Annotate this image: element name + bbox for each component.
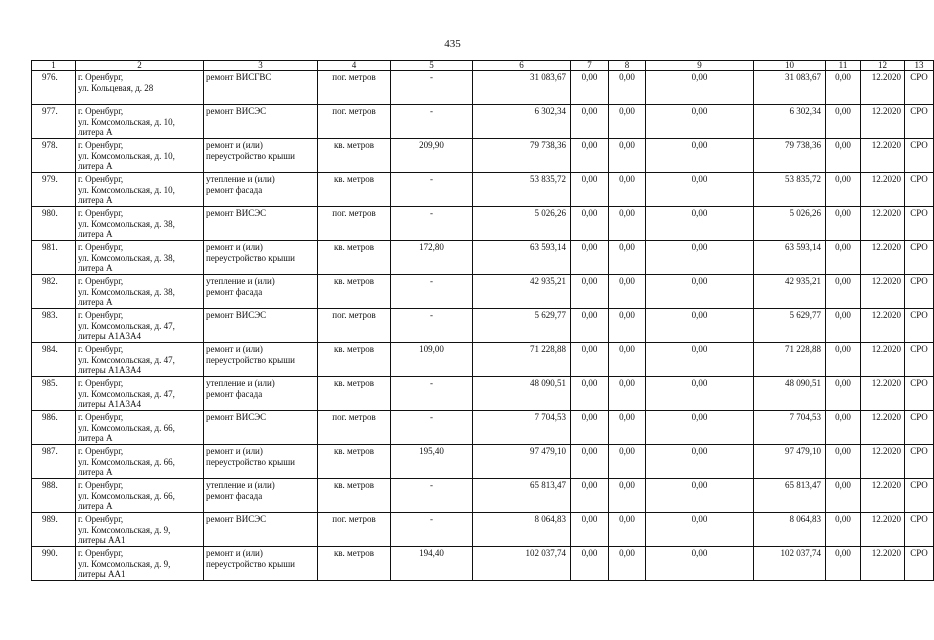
address-cell-line: г. Оренбург, [78, 174, 124, 184]
address-cell-line: литера А [78, 263, 113, 273]
address-cell-line: г. Оренбург, [78, 514, 124, 524]
table-row [32, 547, 934, 581]
volume-cell: - [391, 275, 473, 309]
col9-cell: 0,00 [646, 377, 754, 411]
table-row [32, 445, 934, 479]
col8-cell: 0,00 [609, 411, 646, 445]
col11-cell: 0,00 [826, 411, 861, 445]
col9-cell: 0,00 [646, 275, 754, 309]
total-cost-cell: 42 935,21 [473, 275, 571, 309]
work-type-cell-line: ремонт ВИСЭС [206, 310, 267, 320]
col8-cell: 0,00 [609, 275, 646, 309]
address-cell [76, 173, 204, 207]
unit-cell: кв. метров [318, 173, 391, 207]
column-number-9: 9 [646, 61, 754, 71]
col11-cell: 0,00 [826, 309, 861, 343]
address-cell-line: г. Оренбург, [78, 276, 124, 286]
table-row [32, 309, 934, 343]
address-cell-line: литера А [78, 127, 113, 137]
column-number-1: 1 [32, 61, 76, 71]
col7-cell: 0,00 [571, 275, 609, 309]
address-cell-line: ул. Комсомольская, д. 38, [78, 286, 175, 297]
source-cell: СРО [905, 105, 934, 139]
col9-cell: 0,00 [646, 411, 754, 445]
deadline-cell: 12.2020 [861, 105, 905, 139]
col9-cell: 0,00 [646, 547, 754, 581]
row-number: 989. [32, 513, 76, 547]
deadline-cell: 12.2020 [861, 479, 905, 513]
col7-cell: 0,00 [571, 71, 609, 105]
column-number-4: 4 [318, 61, 391, 71]
row-number: 980. [32, 207, 76, 241]
address-cell [76, 479, 204, 513]
work-type-cell [204, 445, 318, 479]
col8-cell: 0,00 [609, 445, 646, 479]
address-cell-line: ул. Комсомольская, д. 9, [78, 558, 171, 569]
deadline-cell: 12.2020 [861, 207, 905, 241]
source-cell: СРО [905, 343, 934, 377]
address-cell-line: ул. Комсомольская, д. 9, [78, 524, 171, 535]
col8-cell: 0,00 [609, 343, 646, 377]
source-cell: СРО [905, 377, 934, 411]
address-cell [76, 513, 204, 547]
col8-cell: 0,00 [609, 547, 646, 581]
col8-cell: 0,00 [609, 207, 646, 241]
work-type-cell-line: утепление и (или) [206, 378, 275, 388]
total-cost-cell: 5 629,77 [473, 309, 571, 343]
address-cell-line: литера А [78, 161, 113, 171]
col9-cell: 0,00 [646, 71, 754, 105]
address-cell-line: ул. Комсомольская, д. 66, [78, 490, 175, 501]
unit-cell: пог. метров [318, 309, 391, 343]
table-row [32, 173, 934, 207]
table-row [32, 377, 934, 411]
column-number-5: 5 [391, 61, 473, 71]
col7-cell: 0,00 [571, 411, 609, 445]
work-type-cell-line: ремонт фасада [206, 388, 263, 399]
col7-cell: 0,00 [571, 309, 609, 343]
volume-cell: - [391, 513, 473, 547]
col11-cell: 0,00 [826, 377, 861, 411]
row-number: 979. [32, 173, 76, 207]
source-cell: СРО [905, 173, 934, 207]
col7-cell: 0,00 [571, 139, 609, 173]
row-number: 981. [32, 241, 76, 275]
col10-cell: 5 026,26 [754, 207, 826, 241]
row-number: 985. [32, 377, 76, 411]
total-cost-cell: 65 813,47 [473, 479, 571, 513]
col8-cell: 0,00 [609, 139, 646, 173]
volume-cell: - [391, 105, 473, 139]
work-type-cell [204, 173, 318, 207]
unit-cell: кв. метров [318, 343, 391, 377]
work-type-cell-line: ремонт ВИСГВС [206, 72, 272, 82]
address-cell-line: литеры АА1 [78, 535, 126, 545]
total-cost-cell: 102 037,74 [473, 547, 571, 581]
work-type-cell-line: утепление и (или) [206, 174, 275, 184]
source-cell: СРО [905, 71, 934, 105]
col8-cell: 0,00 [609, 377, 646, 411]
address-cell-line: литера А [78, 229, 113, 239]
row-number: 978. [32, 139, 76, 173]
col11-cell: 0,00 [826, 139, 861, 173]
work-type-cell [204, 139, 318, 173]
unit-cell: кв. метров [318, 547, 391, 581]
col8-cell: 0,00 [609, 309, 646, 343]
register-table [31, 60, 934, 581]
work-type-cell [204, 547, 318, 581]
work-type-cell [204, 207, 318, 241]
address-cell-line: г. Оренбург, [78, 242, 124, 252]
deadline-cell: 12.2020 [861, 445, 905, 479]
col10-cell: 7 704,53 [754, 411, 826, 445]
work-type-cell-line: утепление и (или) [206, 276, 275, 286]
deadline-cell: 12.2020 [861, 377, 905, 411]
col9-cell: 0,00 [646, 207, 754, 241]
address-cell-line: ул. Комсомольская, д. 38, [78, 218, 175, 229]
address-cell-line: литера А [78, 501, 113, 511]
work-type-cell-line: ремонт ВИСЭС [206, 412, 267, 422]
work-type-cell-line: ремонт фасада [206, 184, 263, 195]
col8-cell: 0,00 [609, 241, 646, 275]
col9-cell: 0,00 [646, 479, 754, 513]
work-type-cell [204, 377, 318, 411]
address-cell-line: ул. Кольцевая, д. 28 [78, 82, 154, 93]
row-number: 983. [32, 309, 76, 343]
work-type-cell [204, 411, 318, 445]
col8-cell: 0,00 [609, 105, 646, 139]
work-type-cell-line: переустройство крыши [206, 456, 295, 467]
address-cell-line: г. Оренбург, [78, 446, 124, 456]
address-cell-line: литера А [78, 195, 113, 205]
address-cell [76, 275, 204, 309]
total-cost-cell: 97 479,10 [473, 445, 571, 479]
col7-cell: 0,00 [571, 377, 609, 411]
unit-cell: кв. метров [318, 275, 391, 309]
row-number: 977. [32, 105, 76, 139]
work-type-cell [204, 71, 318, 105]
col10-cell: 79 738,36 [754, 139, 826, 173]
work-type-cell-line: ремонт фасада [206, 286, 263, 297]
volume-cell: - [391, 71, 473, 105]
address-cell [76, 105, 204, 139]
row-number: 987. [32, 445, 76, 479]
col10-cell: 97 479,10 [754, 445, 826, 479]
col10-cell: 53 835,72 [754, 173, 826, 207]
row-number: 988. [32, 479, 76, 513]
address-cell-line: ул. Комсомольская, д. 66, [78, 456, 175, 467]
address-cell-line: г. Оренбург, [78, 72, 124, 82]
page-number: 435 [444, 38, 461, 50]
column-number-12: 12 [861, 61, 905, 71]
table-row [32, 241, 934, 275]
unit-cell: пог. метров [318, 207, 391, 241]
row-number: 984. [32, 343, 76, 377]
deadline-cell: 12.2020 [861, 513, 905, 547]
volume-cell: - [391, 377, 473, 411]
work-type-cell [204, 275, 318, 309]
address-cell-line: литеры А1А3А4 [78, 365, 142, 375]
address-cell [76, 343, 204, 377]
address-cell-line: г. Оренбург, [78, 412, 124, 422]
col10-cell: 48 090,51 [754, 377, 826, 411]
work-type-cell-line: переустройство крыши [206, 150, 295, 161]
col10-cell: 71 228,88 [754, 343, 826, 377]
col11-cell: 0,00 [826, 479, 861, 513]
deadline-cell: 12.2020 [861, 71, 905, 105]
work-type-cell [204, 309, 318, 343]
address-cell [76, 377, 204, 411]
table-row [32, 479, 934, 513]
column-number-8: 8 [609, 61, 646, 71]
unit-cell: пог. метров [318, 71, 391, 105]
volume-cell: 195,40 [391, 445, 473, 479]
col7-cell: 0,00 [571, 479, 609, 513]
total-cost-cell: 63 593,14 [473, 241, 571, 275]
work-type-cell-line: переустройство крыши [206, 354, 295, 365]
col7-cell: 0,00 [571, 513, 609, 547]
address-cell-line: г. Оренбург, [78, 106, 124, 116]
deadline-cell: 12.2020 [861, 139, 905, 173]
address-cell [76, 445, 204, 479]
col11-cell: 0,00 [826, 343, 861, 377]
source-cell: СРО [905, 445, 934, 479]
work-type-cell [204, 105, 318, 139]
col11-cell: 0,00 [826, 173, 861, 207]
unit-cell: пог. метров [318, 513, 391, 547]
col10-cell: 31 083,67 [754, 71, 826, 105]
column-number-11: 11 [826, 61, 861, 71]
volume-cell: 209,90 [391, 139, 473, 173]
address-cell [76, 71, 204, 105]
address-cell [76, 207, 204, 241]
work-type-cell-line: ремонт и (или) [206, 344, 263, 354]
address-cell [76, 139, 204, 173]
work-type-cell-line: ремонт фасада [206, 490, 263, 501]
unit-cell: кв. метров [318, 377, 391, 411]
volume-cell: 109,00 [391, 343, 473, 377]
address-cell-line: г. Оренбург, [78, 344, 124, 354]
col11-cell: 0,00 [826, 513, 861, 547]
col8-cell: 0,00 [609, 513, 646, 547]
total-cost-cell: 5 026,26 [473, 207, 571, 241]
col9-cell: 0,00 [646, 173, 754, 207]
work-type-cell-line: ремонт ВИСЭС [206, 208, 267, 218]
address-cell-line: ул. Комсомольская, д. 10, [78, 150, 175, 161]
col11-cell: 0,00 [826, 71, 861, 105]
source-cell: СРО [905, 309, 934, 343]
col9-cell: 0,00 [646, 513, 754, 547]
table-row [32, 207, 934, 241]
work-type-cell [204, 513, 318, 547]
col9-cell: 0,00 [646, 343, 754, 377]
col8-cell: 0,00 [609, 173, 646, 207]
work-type-cell-line: ремонт и (или) [206, 446, 263, 456]
column-number-13: 13 [905, 61, 934, 71]
total-cost-cell: 79 738,36 [473, 139, 571, 173]
address-cell-line: г. Оренбург, [78, 378, 124, 388]
source-cell: СРО [905, 139, 934, 173]
deadline-cell: 12.2020 [861, 343, 905, 377]
address-cell-line: литеры А1А3А4 [78, 331, 142, 341]
col9-cell: 0,00 [646, 105, 754, 139]
table-row [32, 71, 934, 105]
work-type-cell-line: утепление и (или) [206, 480, 275, 490]
address-cell-line: ул. Комсомольская, д. 66, [78, 422, 175, 433]
source-cell: СРО [905, 207, 934, 241]
col10-cell: 63 593,14 [754, 241, 826, 275]
col7-cell: 0,00 [571, 547, 609, 581]
col10-cell: 8 064,83 [754, 513, 826, 547]
work-type-cell-line: переустройство крыши [206, 558, 295, 569]
table-body [32, 71, 934, 581]
deadline-cell: 12.2020 [861, 241, 905, 275]
volume-cell: - [391, 309, 473, 343]
col7-cell: 0,00 [571, 343, 609, 377]
address-cell-line: г. Оренбург, [78, 310, 124, 320]
total-cost-cell: 6 302,34 [473, 105, 571, 139]
total-cost-cell: 48 090,51 [473, 377, 571, 411]
table-row [32, 275, 934, 309]
volume-cell: - [391, 411, 473, 445]
total-cost-cell: 71 228,88 [473, 343, 571, 377]
address-cell-line: ул. Комсомольская, д. 47, [78, 388, 175, 399]
col10-cell: 42 935,21 [754, 275, 826, 309]
col7-cell: 0,00 [571, 207, 609, 241]
unit-cell: пог. метров [318, 105, 391, 139]
address-cell-line: ул. Комсомольская, д. 47, [78, 320, 175, 331]
source-cell: СРО [905, 513, 934, 547]
col8-cell: 0,00 [609, 479, 646, 513]
row-number: 982. [32, 275, 76, 309]
col8-cell: 0,00 [609, 71, 646, 105]
address-cell-line: г. Оренбург, [78, 208, 124, 218]
unit-cell: кв. метров [318, 241, 391, 275]
column-number-row [32, 61, 934, 71]
work-type-cell-line: ремонт ВИСЭС [206, 514, 267, 524]
work-type-cell-line: ремонт и (или) [206, 140, 263, 150]
work-type-cell [204, 241, 318, 275]
col7-cell: 0,00 [571, 173, 609, 207]
table-row [32, 139, 934, 173]
total-cost-cell: 31 083,67 [473, 71, 571, 105]
address-cell-line: г. Оренбург, [78, 548, 124, 558]
address-cell [76, 547, 204, 581]
deadline-cell: 12.2020 [861, 275, 905, 309]
deadline-cell: 12.2020 [861, 547, 905, 581]
work-type-cell [204, 479, 318, 513]
col11-cell: 0,00 [826, 445, 861, 479]
deadline-cell: 12.2020 [861, 173, 905, 207]
volume-cell: - [391, 207, 473, 241]
unit-cell: кв. метров [318, 445, 391, 479]
table-row [32, 411, 934, 445]
col9-cell: 0,00 [646, 241, 754, 275]
col7-cell: 0,00 [571, 445, 609, 479]
address-cell-line: литеры АА1 [78, 569, 126, 579]
col11-cell: 0,00 [826, 547, 861, 581]
col10-cell: 5 629,77 [754, 309, 826, 343]
col11-cell: 0,00 [826, 207, 861, 241]
volume-cell: 194,40 [391, 547, 473, 581]
col11-cell: 0,00 [826, 105, 861, 139]
volume-cell: - [391, 479, 473, 513]
col10-cell: 102 037,74 [754, 547, 826, 581]
column-number-3: 3 [204, 61, 318, 71]
source-cell: СРО [905, 547, 934, 581]
total-cost-cell: 7 704,53 [473, 411, 571, 445]
column-number-10: 10 [754, 61, 826, 71]
total-cost-cell: 8 064,83 [473, 513, 571, 547]
address-cell [76, 241, 204, 275]
deadline-cell: 12.2020 [861, 309, 905, 343]
work-type-cell-line: переустройство крыши [206, 252, 295, 263]
col10-cell: 65 813,47 [754, 479, 826, 513]
column-number-6: 6 [473, 61, 571, 71]
col9-cell: 0,00 [646, 309, 754, 343]
work-type-cell-line: ремонт и (или) [206, 242, 263, 252]
deadline-cell: 12.2020 [861, 411, 905, 445]
address-cell-line: ул. Комсомольская, д. 47, [78, 354, 175, 365]
table-row [32, 105, 934, 139]
row-number: 990. [32, 547, 76, 581]
address-cell [76, 309, 204, 343]
col7-cell: 0,00 [571, 105, 609, 139]
address-cell-line: ул. Комсомольская, д. 38, [78, 252, 175, 263]
col11-cell: 0,00 [826, 241, 861, 275]
total-cost-cell: 53 835,72 [473, 173, 571, 207]
col10-cell: 6 302,34 [754, 105, 826, 139]
address-cell-line: литеры А1А3А4 [78, 399, 142, 409]
row-number: 976. [32, 71, 76, 105]
address-cell-line: ул. Комсомольская, д. 10, [78, 116, 175, 127]
unit-cell: пог. метров [318, 411, 391, 445]
address-cell-line: ул. Комсомольская, д. 10, [78, 184, 175, 195]
work-type-cell-line: ремонт ВИСЭС [206, 106, 267, 116]
address-cell-line: литера А [78, 297, 113, 307]
source-cell: СРО [905, 241, 934, 275]
source-cell: СРО [905, 411, 934, 445]
address-cell-line: литера А [78, 467, 113, 477]
address-cell-line: литера А [78, 433, 113, 443]
row-number: 986. [32, 411, 76, 445]
address-cell-line: г. Оренбург, [78, 480, 124, 490]
address-cell [76, 411, 204, 445]
work-type-cell-line: ремонт и (или) [206, 548, 263, 558]
column-number-7: 7 [571, 61, 609, 71]
work-type-cell [204, 343, 318, 377]
source-cell: СРО [905, 479, 934, 513]
column-number-2: 2 [76, 61, 204, 71]
unit-cell: кв. метров [318, 139, 391, 173]
col7-cell: 0,00 [571, 241, 609, 275]
unit-cell: кв. метров [318, 479, 391, 513]
col9-cell: 0,00 [646, 139, 754, 173]
table-row [32, 343, 934, 377]
volume-cell: - [391, 173, 473, 207]
address-cell-line: г. Оренбург, [78, 140, 124, 150]
col11-cell: 0,00 [826, 275, 861, 309]
source-cell: СРО [905, 275, 934, 309]
col9-cell: 0,00 [646, 445, 754, 479]
volume-cell: 172,80 [391, 241, 473, 275]
table-row [32, 513, 934, 547]
